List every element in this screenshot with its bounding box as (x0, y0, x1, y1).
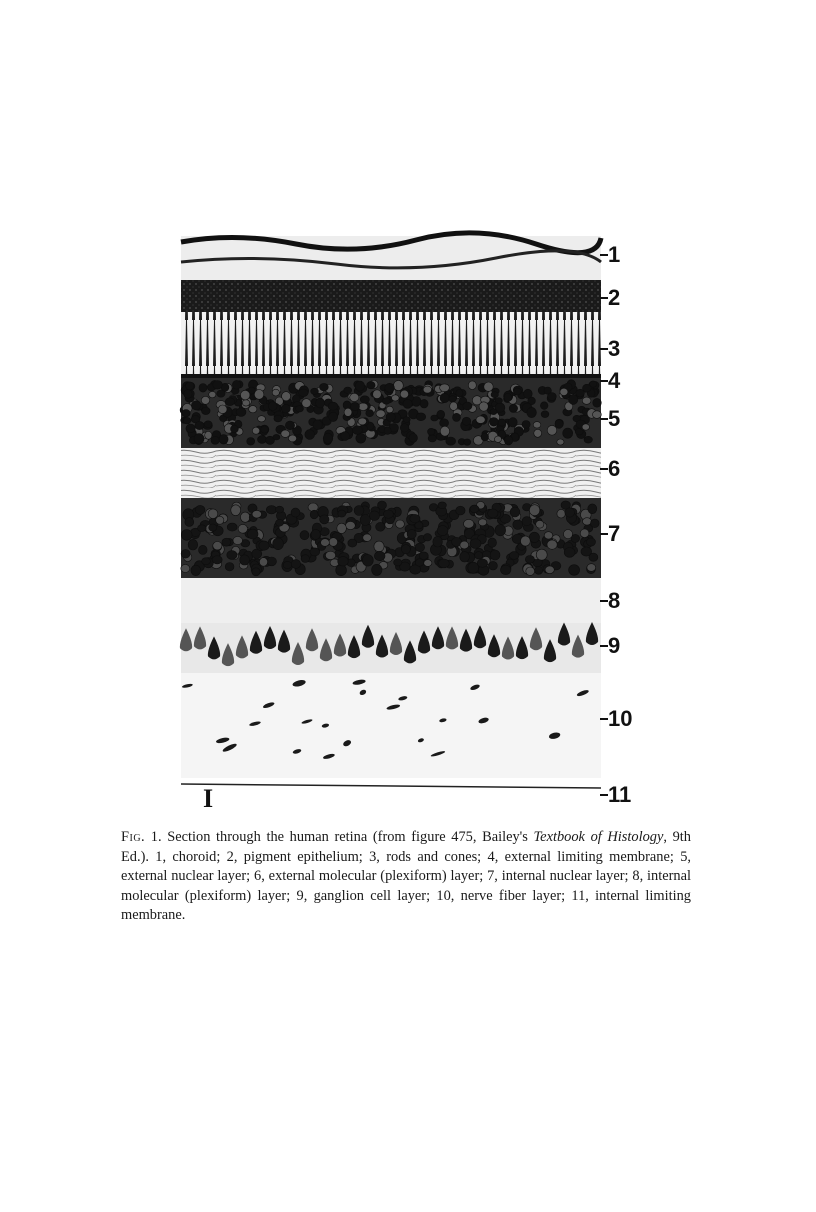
cell-nucleus (468, 381, 476, 390)
cell-nucleus (424, 560, 432, 567)
internal-limiting-membrane (181, 784, 601, 788)
cell-nucleus (464, 439, 471, 445)
cell-nucleus (533, 422, 541, 428)
cell-nucleus (478, 519, 486, 526)
rods-and-cones-layer (181, 312, 601, 374)
layer-label-tick (600, 418, 608, 420)
cell-nucleus (258, 436, 267, 444)
cell-nucleus (329, 538, 338, 547)
cell-nucleus (337, 523, 347, 533)
cell-nucleus (569, 565, 580, 576)
cell-nucleus (498, 419, 506, 426)
cell-nucleus (208, 509, 218, 519)
cell-nucleus (367, 382, 375, 389)
cell-nucleus (300, 531, 309, 540)
cell-nucleus (521, 536, 531, 546)
cell-nucleus (437, 526, 448, 536)
cell-nucleus (241, 390, 250, 400)
cell-nucleus (439, 559, 450, 568)
cell-nucleus (557, 439, 564, 445)
cell-nucleus (548, 393, 557, 401)
cell-nucleus (513, 520, 523, 530)
cell-nucleus (267, 557, 277, 566)
cell-nucleus (258, 416, 266, 422)
cell-nucleus (386, 413, 395, 422)
cell-nucleus (281, 430, 290, 437)
cell-nucleus (209, 391, 216, 397)
retina-micrograph (176, 228, 636, 812)
cell-nucleus (555, 420, 563, 429)
cell-nucleus (479, 402, 488, 411)
cell-nucleus (348, 539, 357, 547)
cell-nucleus (449, 396, 457, 402)
cell-nucleus (329, 412, 338, 421)
cell-nucleus (433, 536, 443, 547)
cell-nucleus (366, 410, 374, 417)
cell-nucleus (273, 434, 280, 440)
layer-label-tick (600, 794, 608, 796)
cell-nucleus (394, 380, 404, 390)
cell-nucleus (232, 380, 240, 389)
cell-nucleus (241, 512, 250, 522)
cell-nucleus (526, 567, 535, 575)
cell-nucleus (540, 402, 548, 410)
cell-nucleus (291, 508, 300, 517)
cell-nucleus (583, 518, 592, 525)
cell-nucleus (403, 399, 412, 408)
cell-nucleus (383, 510, 393, 518)
cell-nucleus (252, 568, 260, 576)
cell-nucleus (301, 555, 309, 563)
layer-label-2: 2 (608, 285, 621, 310)
cell-nucleus (281, 404, 290, 413)
cell-nucleus (529, 505, 539, 516)
cell-nucleus (456, 389, 463, 397)
cell-nucleus (282, 392, 291, 401)
cell-nucleus (195, 505, 205, 514)
cell-nucleus (273, 538, 284, 550)
cell-nucleus (581, 547, 592, 556)
cell-nucleus (378, 501, 387, 509)
cell-nucleus (346, 521, 356, 529)
ganglion-cell-layer (180, 622, 601, 673)
cell-nucleus (415, 559, 424, 567)
cell-nucleus (440, 426, 449, 436)
cell-nucleus (321, 539, 330, 547)
cell-nucleus (400, 424, 409, 433)
cell-nucleus (536, 520, 544, 528)
layer-label-9: 9 (608, 633, 621, 658)
cell-nucleus (302, 399, 311, 408)
cell-nucleus (254, 390, 264, 400)
cell-nucleus (231, 505, 241, 516)
cell-nucleus (529, 532, 539, 542)
layer-label-tick (600, 254, 608, 256)
cell-nucleus (252, 427, 259, 434)
cell-nucleus (191, 401, 201, 410)
cell-nucleus (468, 562, 479, 573)
cell-nucleus (181, 550, 190, 559)
cell-nucleus (401, 545, 410, 554)
layer-label-tick (600, 297, 608, 299)
cell-nucleus (242, 400, 249, 406)
external-limiting-membrane (181, 374, 601, 378)
cell-nucleus (564, 530, 573, 539)
cell-nucleus (509, 418, 518, 427)
cell-nucleus (462, 417, 471, 425)
cell-nucleus (233, 537, 243, 545)
cell-nucleus (403, 417, 410, 423)
cell-nucleus (580, 529, 589, 538)
layer-label-8: 8 (608, 588, 621, 613)
cell-nucleus (268, 402, 277, 411)
cell-nucleus (504, 436, 513, 445)
cell-nucleus (216, 516, 224, 524)
cell-nucleus (358, 418, 367, 425)
cell-nucleus (386, 406, 393, 413)
cell-nucleus (584, 436, 592, 443)
cell-nucleus (490, 409, 497, 415)
cell-nucleus (446, 437, 456, 445)
cell-nucleus (354, 506, 364, 516)
cell-nucleus (341, 432, 350, 441)
cell-nucleus (311, 529, 320, 539)
cell-nucleus (285, 421, 294, 430)
cell-nucleus (582, 397, 591, 404)
cell-nucleus (534, 429, 542, 437)
cell-nucleus (328, 402, 338, 410)
cell-nucleus (409, 434, 418, 443)
cell-nucleus (211, 436, 219, 444)
pigment-epithelium-layer (181, 280, 601, 312)
cell-nucleus (569, 394, 578, 404)
cell-nucleus (460, 552, 470, 562)
caption-text-before: Section through the human retina (from figure 475, Bailey's (161, 829, 534, 845)
cell-nucleus (514, 388, 522, 395)
cell-nucleus (541, 411, 549, 418)
cell-nucleus (495, 398, 502, 404)
cell-nucleus (565, 508, 575, 517)
cell-nucleus (313, 420, 322, 430)
cell-nucleus (325, 551, 335, 559)
layer-label-tick (600, 348, 608, 350)
cell-nucleus (522, 421, 530, 429)
cell-nucleus (219, 435, 228, 445)
cell-nucleus (252, 510, 261, 518)
cell-nucleus (259, 541, 269, 550)
cell-nucleus (489, 561, 498, 570)
cell-nucleus (495, 436, 502, 442)
cell-nucleus (272, 389, 279, 396)
cell-nucleus (218, 405, 227, 414)
cell-nucleus (423, 534, 431, 541)
caption-fig-prefix: Fig. (121, 829, 146, 845)
retina-section-figure (176, 228, 636, 812)
layer-label-1: 1 (608, 242, 621, 267)
cell-nucleus (240, 555, 250, 565)
cell-nucleus (382, 398, 390, 404)
cell-nucleus (213, 381, 223, 390)
cell-nucleus (475, 552, 483, 559)
choroid-layer (181, 233, 601, 280)
cell-nucleus (183, 417, 191, 424)
cell-nucleus (205, 431, 212, 439)
cell-nucleus (384, 427, 391, 434)
internal-plexiform-layer (181, 578, 601, 623)
layer-label-11: 11 (608, 782, 632, 807)
cell-nucleus (575, 428, 583, 435)
cell-nucleus (385, 383, 395, 392)
cell-nucleus (477, 559, 487, 567)
cell-nucleus (225, 398, 234, 406)
layer-label-tick (600, 645, 608, 647)
cell-nucleus (288, 435, 296, 442)
cell-nucleus (544, 532, 553, 539)
cell-nucleus (291, 560, 300, 569)
cell-nucleus (186, 424, 195, 433)
cell-nucleus (283, 561, 292, 568)
cell-nucleus (247, 529, 258, 539)
cell-nucleus (372, 564, 382, 575)
cell-nucleus (323, 433, 333, 443)
layer-label-tick (600, 380, 608, 382)
cell-nucleus (440, 419, 449, 427)
cell-nucleus (320, 383, 329, 390)
cell-nucleus (491, 392, 498, 398)
cell-nucleus (336, 565, 347, 576)
cell-nucleus (310, 510, 318, 519)
caption-fig-number: 1. (150, 829, 162, 845)
layer-label-10: 10 (608, 706, 633, 731)
cell-nucleus (338, 556, 349, 566)
cell-nucleus (316, 398, 325, 408)
cell-nucleus (394, 559, 402, 566)
figure-roman-numeral: I (203, 784, 214, 813)
cell-nucleus (213, 542, 222, 550)
cell-nucleus (525, 556, 534, 564)
cell-nucleus (199, 545, 208, 554)
cell-nucleus (247, 438, 255, 446)
cell-nucleus (440, 384, 450, 392)
cell-nucleus (373, 390, 382, 399)
cell-nucleus (360, 396, 369, 403)
cell-nucleus (510, 507, 520, 517)
cell-nucleus (222, 538, 231, 546)
cell-nucleus (360, 515, 370, 526)
figure-caption (121, 828, 691, 926)
cell-nucleus (470, 539, 481, 549)
cell-nucleus (410, 514, 420, 522)
caption-book-title: Textbook of Histology (533, 829, 664, 845)
cell-nucleus (419, 552, 428, 560)
cell-nucleus (588, 504, 597, 514)
cell-nucleus (501, 565, 511, 574)
cell-nucleus (488, 538, 497, 547)
cell-nucleus (564, 548, 575, 558)
cell-nucleus (453, 413, 461, 421)
cell-nucleus (204, 421, 212, 428)
cell-nucleus (470, 505, 479, 513)
cell-nucleus (355, 381, 365, 391)
layer-label-4: 4 (608, 368, 621, 393)
cell-nucleus (376, 522, 385, 531)
cell-nucleus (476, 416, 485, 423)
cell-nucleus (392, 395, 400, 401)
cell-nucleus (225, 563, 234, 571)
external-nuclear-layer (180, 378, 601, 448)
cell-nucleus (547, 425, 557, 435)
cell-nucleus (362, 555, 373, 567)
cell-nucleus (209, 524, 217, 531)
cell-nucleus (338, 510, 346, 517)
layer-label-3: 3 (608, 336, 621, 361)
cell-nucleus (437, 410, 445, 418)
cell-nucleus (344, 408, 352, 416)
cell-nucleus (545, 566, 554, 574)
cell-nucleus (509, 552, 519, 560)
cell-nucleus (274, 415, 282, 422)
cell-nucleus (238, 524, 247, 533)
cell-nucleus (261, 426, 269, 433)
cell-nucleus (582, 424, 589, 430)
layer-label-tick (600, 468, 608, 470)
cell-nucleus (276, 519, 284, 526)
cell-nucleus (299, 389, 308, 397)
cell-nucleus (536, 549, 547, 560)
cell-nucleus (400, 390, 408, 398)
cell-nucleus (428, 428, 435, 435)
cell-nucleus (460, 541, 469, 549)
cell-nucleus (276, 506, 284, 513)
cell-nucleus (524, 389, 533, 398)
cell-nucleus (423, 386, 431, 393)
cell-nucleus (509, 404, 517, 412)
cell-nucleus (591, 519, 600, 528)
cell-nucleus (249, 406, 257, 413)
cell-nucleus (186, 382, 194, 390)
layer-label-6: 6 (608, 456, 621, 481)
cell-nucleus (184, 390, 192, 399)
cell-nucleus (560, 388, 568, 395)
cell-nucleus (593, 398, 602, 407)
cell-nucleus (415, 543, 424, 552)
cell-nucleus (481, 433, 488, 441)
layer-label-5: 5 (608, 406, 621, 431)
cell-nucleus (182, 410, 190, 417)
cell-nucleus (181, 565, 190, 573)
cell-nucleus (202, 558, 211, 565)
cell-nucleus (547, 540, 557, 549)
cell-nucleus (305, 430, 315, 440)
cell-nucleus (236, 408, 246, 417)
external-plexiform-layer (181, 448, 601, 498)
cell-nucleus (320, 515, 329, 524)
nerve-fiber-layer (181, 673, 601, 778)
cell-nucleus (188, 539, 198, 550)
cell-nucleus (194, 434, 204, 444)
cell-nucleus (587, 538, 596, 546)
cell-nucleus (374, 551, 385, 560)
cell-nucleus (198, 525, 207, 532)
cell-nucleus (266, 506, 276, 514)
layer-label-tick (600, 533, 608, 535)
cell-nucleus (356, 433, 366, 443)
cell-nucleus (527, 407, 537, 417)
cell-nucleus (350, 393, 359, 401)
cell-nucleus (217, 390, 225, 397)
cell-nucleus (440, 393, 449, 402)
cell-nucleus (181, 530, 192, 541)
cell-nucleus (376, 410, 385, 418)
cell-nucleus (420, 399, 428, 408)
cell-nucleus (199, 384, 207, 393)
cell-nucleus (489, 418, 498, 427)
cell-nucleus (202, 407, 211, 414)
cell-nucleus (464, 519, 474, 528)
cell-nucleus (352, 426, 362, 435)
cell-nucleus (490, 550, 500, 560)
cell-nucleus (296, 406, 304, 412)
cell-nucleus (522, 517, 532, 526)
cell-nucleus (374, 541, 384, 552)
cell-nucleus (495, 525, 506, 536)
internal-nuclear-layer (181, 498, 601, 578)
cell-nucleus (191, 565, 201, 575)
cell-nucleus (231, 425, 239, 433)
cell-nucleus (201, 396, 209, 404)
cell-nucleus (212, 556, 222, 564)
cell-nucleus (195, 421, 204, 429)
cell-nucleus (535, 566, 543, 574)
cell-nucleus (350, 402, 359, 410)
cell-nucleus (463, 402, 472, 410)
cell-nucleus (227, 551, 237, 560)
cell-nucleus (311, 388, 319, 394)
cell-nucleus (369, 511, 379, 521)
cell-nucleus (450, 402, 458, 410)
cell-nucleus (587, 564, 596, 572)
cell-nucleus (563, 428, 573, 438)
cell-nucleus (363, 534, 372, 541)
cell-nucleus (396, 520, 405, 528)
layer-label-tick (600, 718, 608, 720)
layer-label-7: 7 (608, 521, 621, 546)
cell-nucleus (583, 384, 592, 392)
cell-nucleus (344, 387, 352, 393)
caption-text-after: , 9th Ed.). 1, choroid; 2, pigment epithelium; 3, rods and cones; 4, external limiting membrane; 5, external nuclear layer; 6, external molecular (plexiform) layer; 7, internal nuclear layer; 8, internal molecular (plexiform) layer; 9, ganglion cell layer; 10, nerve fiber layer; 11, internal limiting membrane. (121, 829, 691, 923)
cell-nucleus (428, 435, 436, 442)
cell-nucleus (488, 509, 498, 518)
cell-nucleus (227, 523, 237, 531)
layer-label-tick (600, 600, 608, 602)
cell-nucleus (416, 413, 426, 421)
cell-nucleus (438, 502, 446, 509)
cell-nucleus (407, 530, 416, 539)
cell-nucleus (456, 506, 465, 515)
cell-nucleus (259, 558, 267, 567)
cell-nucleus (185, 518, 194, 527)
cell-nucleus (504, 393, 512, 401)
cell-nucleus (557, 509, 565, 518)
